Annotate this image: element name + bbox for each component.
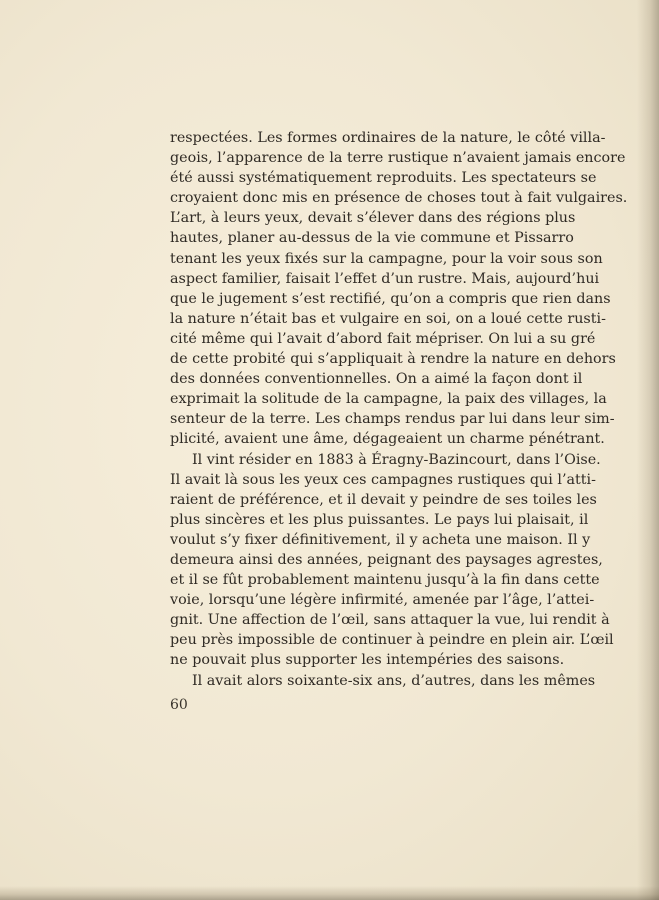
page-bottom-edge	[0, 886, 659, 900]
text-line: demeura ainsi des années, peignant des paysages agrestes,	[170, 551, 603, 568]
paragraph-start-line: Il vint résider en 1883 à Éragny-Bazincourt, dans l’Oise.	[192, 451, 601, 468]
text-line: exprimait la solitude de la campagne, la paix des villages, la	[170, 391, 607, 408]
text-line: et il se fût probablement maintenu jusqu’à la fin dans cette	[170, 572, 600, 589]
text-line: de cette probité qui s’appliquait à rendre la nature en dehors	[170, 351, 616, 368]
text-line: L’art, à leurs yeux, devait s’élever dans des régions plus	[170, 210, 576, 227]
paragraph-start-line: Il avait alors soixante-six ans, d’autres, dans les mêmes	[192, 672, 596, 689]
text-line: plicité, avaient une âme, dégageaient un charme pénétrant.	[170, 431, 605, 448]
text-line: tenant les yeux fixés sur la campagne, pour la voir sous son	[170, 250, 603, 267]
text-line: respectées. Les formes ordinaires de la nature, le côté villa-	[170, 130, 606, 146]
text-line: aspect familier, faisait l’effet d’un rustre. Mais, aujourd’hui	[170, 270, 600, 287]
text-line: Il avait là sous les yeux ces campagnes rustiques qui l’atti-	[170, 471, 596, 488]
text-line: hautes, planer au-dessus de la vie commune et Pissarro	[170, 230, 574, 247]
text-line: voulut s’y fixer définitivement, il y acheta une maison. Il y	[170, 531, 591, 548]
body-text	[170, 128, 628, 691]
text-line: des données conventionnelles. On a aimé la façon dont il	[170, 371, 583, 388]
text-line: senteur de la terre. Les champs rendus par lui dans leur sim-	[170, 411, 615, 428]
text-line: ne pouvait plus supporter les intempéries des saisons.	[170, 652, 565, 669]
page-number: 60	[170, 697, 188, 713]
text-line: geois, l’apparence de la terre rustique n’avaient jamais encore	[170, 150, 626, 167]
text-line: cité même qui l’avait d’abord fait mépriser. On lui a su gré	[170, 330, 596, 347]
text-line: raient de préférence, et il devait y peindre de ses toiles les	[170, 491, 597, 508]
text-line: croyaient donc mis en présence de choses tout à fait vulgaires.	[170, 190, 628, 207]
page-edge-shadow	[637, 0, 659, 900]
text-line: gnit. Une affection de l’œil, sans attaquer la vue, lui rendit à	[170, 612, 610, 629]
text-line: été aussi systématiquement reproduits. Les spectateurs se	[170, 170, 597, 187]
text-line: que le jugement s’est rectifié, qu’on a compris que rien dans	[170, 290, 611, 307]
text-line: plus sincères et les plus puissantes. Le pays lui plaisait, il	[170, 511, 589, 528]
text-line: voie, lorsqu’une légère infirmité, amenée par l’âge, l’attei-	[170, 592, 595, 609]
text-line: peu près impossible de continuer à peindre en plein air. L’œil	[170, 632, 614, 649]
text-line: la nature n’était bas et vulgaire en soi, on a loué cette rusti-	[170, 310, 606, 327]
